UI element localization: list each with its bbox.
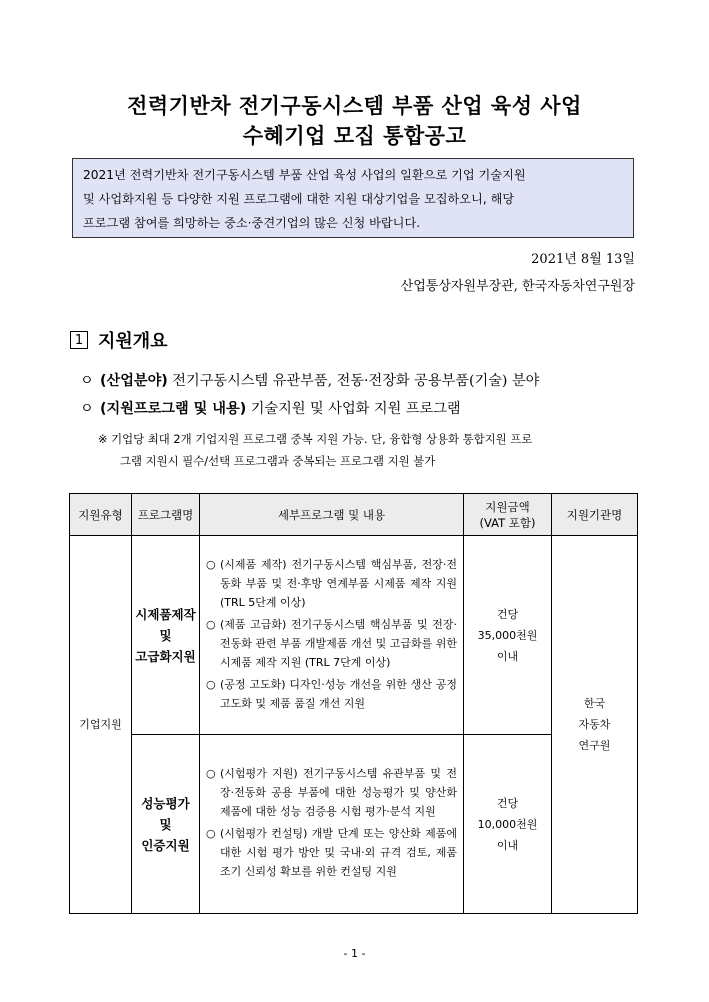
notice-line: 2021년 전력기반차 전기구동시스템 부품 산업 육성 사업의 일환으로 기업 기술지원 bbox=[83, 168, 526, 182]
table-header: 지원기관명 bbox=[552, 494, 638, 536]
note bbox=[98, 428, 643, 472]
bullet-text: 기술지원 및 사업화 지원 프로그램 bbox=[246, 401, 461, 417]
program-item-text: (제품 고급화) 전기구동시스템 핵심부품 및 전장·전동화 관련 부품 개발제품 개선 및 고급화를 위한 시제품 제작 지원 (TRL 7단계 이상) bbox=[220, 617, 457, 669]
program-name-cell: 성능평가 및 인증지원 bbox=[132, 735, 200, 914]
table-row bbox=[70, 536, 638, 735]
bullet-text: 전기구동시스템 유관부품, 전동·전장화 공용부품(기술) 분야 bbox=[167, 373, 540, 389]
program-item-text: (공정 고도화) 디자인·성능 개선을 위한 생산 공정 고도화 및 제품 품질 개선 지원 bbox=[220, 677, 457, 710]
section-number: 1 bbox=[70, 331, 88, 349]
program-detail-cell bbox=[200, 536, 464, 735]
table-header-row bbox=[70, 494, 638, 536]
bullet-label: (산업분야) bbox=[100, 373, 168, 389]
program-item-text: (시험평가 컨설팅) 개발 단계 또는 양산화 제품에 대한 시험 평가 방안 및 국내·외 규격 검토, 제품 조기 신뢰성 확보를 위한 컨설팅 지원 bbox=[220, 827, 457, 878]
page-number: - 1 - bbox=[343, 947, 366, 960]
bullet-marker: ㅇ bbox=[80, 373, 94, 389]
amount-cell: 건당 35,000천원 이내 bbox=[464, 536, 552, 735]
section-heading bbox=[70, 327, 168, 353]
table-header: 프로그램명 bbox=[132, 494, 200, 536]
announcement-date: 2021년 8월 13일 bbox=[531, 252, 635, 267]
support-type-cell: 기업지원 bbox=[70, 536, 132, 914]
section-title: 지원개요 bbox=[98, 331, 168, 352]
bullet-marker: ㅇ bbox=[80, 401, 94, 417]
amount-cell: 건당 10,000천원 이내 bbox=[464, 735, 552, 914]
notice-line: 프로그램 참여를 희망하는 중소·중견기업의 많은 신청 바랍니다. bbox=[83, 216, 421, 230]
table-header: 지원유형 bbox=[70, 494, 132, 536]
list-item: ○ (제품 고급화) 전기구동시스템 핵심부품 및 전장·전동화 관련 부품 개발제품 개선 및 고급화를 위한 시제품 제작 지원 (TRL 7단계 이상) bbox=[206, 615, 457, 672]
program-detail-cell bbox=[200, 735, 464, 914]
document-title-line2: 수혜기업 모집 통합공고 bbox=[242, 124, 467, 148]
program-item-text: (시제품 제작) 전기구동시스템 핵심부품, 전장·전동화 부품 및 전·후방 연계부품 시제품 제작 지원 (TRL 5단계 이상) bbox=[220, 557, 457, 609]
bullet-industry bbox=[80, 370, 539, 390]
list-item: ○ (공정 고도화) 디자인·성능 개선을 위한 생산 공정 고도화 및 제품 품질 개선 지원 bbox=[206, 675, 457, 713]
document-title-line1: 전력기반차 전기구동시스템 부품 산업 육성 사업 bbox=[127, 94, 582, 118]
agency-cell: 한국 자동차 연구원 bbox=[552, 536, 638, 914]
list-item: ○ (시험평가 컨설팅) 개발 단계 또는 양산화 제품에 대한 시험 평가 방안 및 국내·외 규격 검토, 제품 조기 신뢰성 확보를 위한 컨설팅 지원 bbox=[206, 824, 457, 881]
notice-line: 및 사업화지원 등 다양한 지원 프로그램에 대한 지원 대상기업을 모집하오니, 해당 bbox=[83, 192, 515, 206]
note-line: ※ 기업당 최대 2개 기업지원 프로그램 중복 지원 가능. 단, 융합형 상용화 통합지원 프로 bbox=[98, 432, 533, 446]
issuing-organizations: 산업통상자원부장관, 한국자동차연구원장 bbox=[400, 279, 635, 294]
program-item-text: (시험평가 지원) 전기구동시스템 유관부품 및 전장·전동화 공용 부품에 대한 성능평가 및 양산화 제품에 대한 성능 검증용 시험 평가·분석 지원 bbox=[220, 767, 457, 818]
notice-box bbox=[72, 158, 634, 238]
list-item: ○ (시제품 제작) 전기구동시스템 핵심부품, 전장·전동화 부품 및 전·후방 연계부품 시제품 제작 지원 (TRL 5단계 이상) bbox=[206, 555, 457, 612]
bullet-program bbox=[80, 398, 461, 418]
bullet-label: (지원프로그램 및 내용) bbox=[100, 401, 247, 417]
program-name-cell: 시제품제작 및 고급화지원 bbox=[132, 536, 200, 735]
table-header: 세부프로그램 및 내용 bbox=[200, 494, 464, 536]
note-line: 그램 지원시 필수/선택 프로그램과 중복되는 프로그램 지원 불가 bbox=[120, 454, 436, 468]
program-table bbox=[69, 493, 638, 914]
list-item: ○ (시험평가 지원) 전기구동시스템 유관부품 및 전장·전동화 공용 부품에 대한 성능평가 및 양산화 제품에 대한 성능 검증용 시험 평가·분석 지원 bbox=[206, 764, 457, 821]
table-header: 지원금액 (VAT 포함) bbox=[464, 494, 552, 536]
